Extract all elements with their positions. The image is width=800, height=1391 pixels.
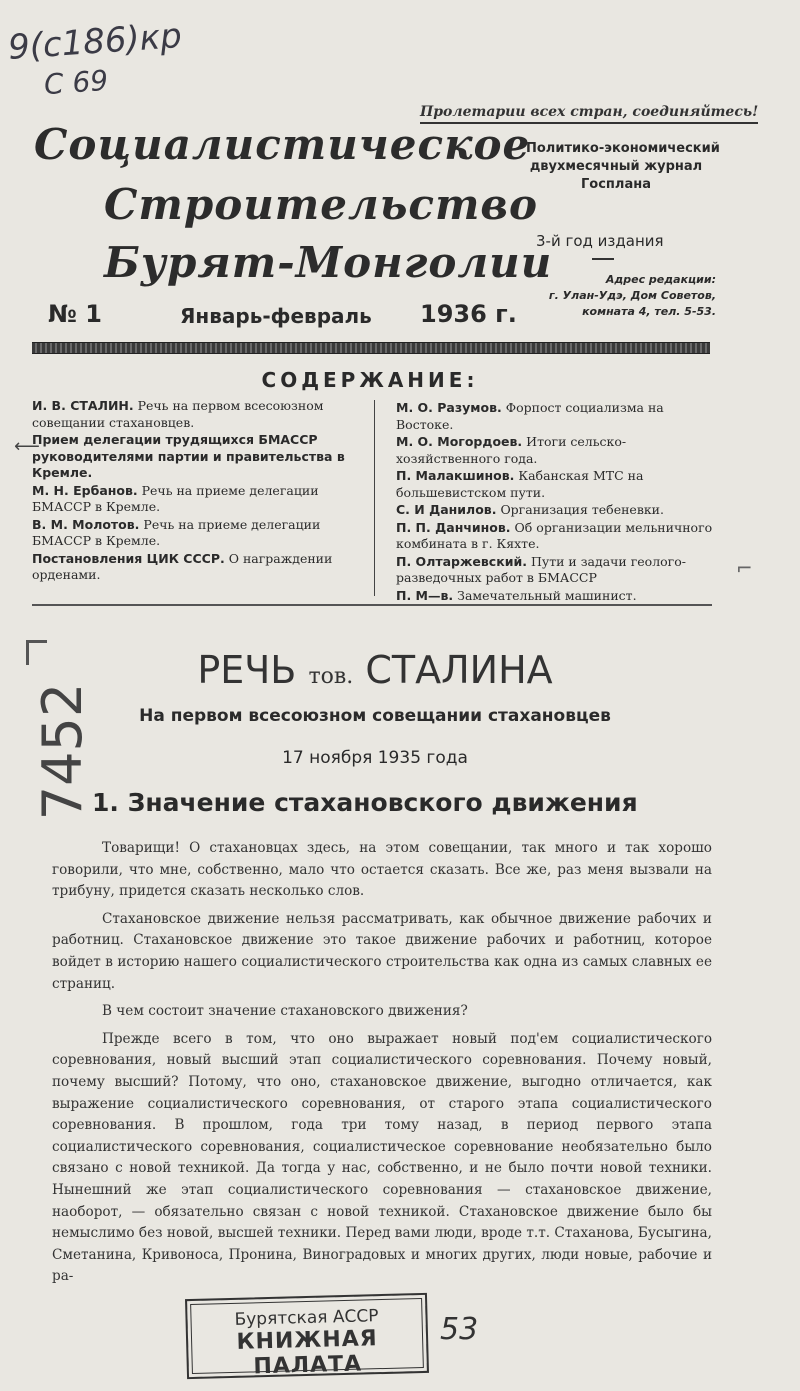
article-title-name: СТАЛИНА xyxy=(365,648,553,692)
section-title: 1. Значение стахановского движения xyxy=(92,788,638,817)
contents-title: Речь на приеме делегации БМАССР в Кремле. xyxy=(32,482,319,514)
call-number-line1: 9(с186)кр xyxy=(6,15,184,69)
year-of-publication: 3-й год издания xyxy=(536,232,664,250)
contents-author: М. О. Разумов. xyxy=(396,400,502,415)
stamp-line1: Бурятская АССР xyxy=(234,1306,379,1330)
article-body xyxy=(52,838,712,1288)
contents-item xyxy=(32,432,370,482)
contents-title: Пути и задачи геолого-разведочных работ в БМАССР xyxy=(396,553,686,585)
contents-author: П. Олтаржевский. xyxy=(396,553,527,569)
contents-item xyxy=(396,434,714,467)
library-stamp xyxy=(185,1293,429,1379)
contents-author: П. П. Данчинов. xyxy=(396,519,511,535)
article-subtitle: На первом всесоюзном совещании стахановцев xyxy=(139,706,611,726)
slogan: Пролетарии всех стран, соединяйтесь! xyxy=(420,104,758,124)
margin-mark-icon: ⌐ xyxy=(736,556,753,580)
journal-title-line2: Строительство xyxy=(104,180,539,229)
article-title-small: тов. xyxy=(308,664,354,689)
contents-title: Об организации мельничного комбината в г. Кяхте. xyxy=(396,519,713,551)
description-line1: Политико-экономический xyxy=(526,141,720,156)
paragraph: Товарищи! О стахановцах здесь, на этом совещании, так много и так хорошо говорили, что мне, собственно, мало что остается сказать. Все же, раз меня вызвали на трибуну, придется сказать несколько слов. xyxy=(52,840,712,900)
contents-heading: СОДЕРЖАНИЕ: xyxy=(261,368,479,392)
address-line1: г. Улан-Удэ, Дом Советов, xyxy=(548,289,716,302)
paragraph: Стахановское движение нельзя рассматривать, как обычное движение рабочих и работниц. Стахановское движение это такое движение рабочих и работниц, которое войдет в историю нашего социалистического строительства как одна из самых славных ее страниц. xyxy=(52,910,712,992)
page-number: 53 xyxy=(440,1312,479,1347)
contents-rule xyxy=(32,604,712,606)
stamp-line2: КНИЖНАЯ ПАЛАТА xyxy=(236,1326,378,1380)
check-mark-icon: ⟵ xyxy=(14,436,40,457)
contents-title: Речь на приеме делегации БМАССР в Кремле. xyxy=(32,516,321,548)
contents-left-column xyxy=(32,398,370,585)
article-title xyxy=(0,648,750,692)
divider xyxy=(592,258,614,260)
contents-item xyxy=(396,502,714,519)
paragraph: Прежде всего в том, что оно выражает новый под'ем социалистического соревнования, новый высший этап социалистического соревнования. Почему новый, почему высший? Потому, что оно, стахановское движение, выгодно отличается, как выражение социалистического соревнования, от старого этапа социалистического соревнования. В прошлом, года три тому назад, в период первого этапа социалистического соревнования, социалистическое соревнование необязательно было связано с новой техникой. Да тогда у нас, собственно, и не было почти новой техники. Нынешний же этап социалистического соревнования — стахановское движение, наоборот, — обязательно связан с новой техникой. Стахановское движение было бы немыслимо без новой, высшей техники. Перед вами люди, вроде т.т. Стаханова, Бусыгина, Сметанина, Кривоноса, Пронина, Виноградовых и многих других, люди новые, рабочие и ра- xyxy=(52,1030,712,1285)
address-label: Адрес редакции: xyxy=(605,273,716,286)
contents-title: Форпост социализма на Востоке. xyxy=(396,400,664,432)
contents-title: Речь на первом всесоюзном совещании стахановцев. xyxy=(32,398,324,430)
contents-author: П. Малакшинов. xyxy=(396,468,515,483)
contents-author: П. М—в. xyxy=(396,587,454,603)
contents-item xyxy=(32,551,370,584)
contents-title: Кабанская МТС на большевистском пути. xyxy=(396,468,644,500)
journal-title-line1: Социалистическое xyxy=(34,120,531,169)
contents-title: Итоги сельско-хозяйственного года. xyxy=(396,434,627,466)
issue-number: № 1 xyxy=(48,300,102,328)
contents-author: В. М. Молотов. xyxy=(32,516,140,532)
contents-title: О награждении орденами. xyxy=(32,550,333,582)
issue-months: Январь-февраль xyxy=(180,304,372,328)
contents-author: М. Н. Ербанов. xyxy=(32,482,138,498)
contents-item xyxy=(32,398,370,431)
contents-item xyxy=(396,468,714,501)
contents-item xyxy=(396,554,714,587)
article-title-main: РЕЧЬ xyxy=(197,648,297,692)
issue-year: 1936 г. xyxy=(420,300,517,328)
description-line3: Госплана xyxy=(581,177,651,192)
contents-divider xyxy=(374,400,375,596)
paragraph: В чем состоит значение стахановского движения? xyxy=(102,1003,468,1020)
contents-item xyxy=(396,520,714,553)
article-date: 17 ноября 1935 года xyxy=(282,748,468,768)
contents-item xyxy=(396,588,714,605)
contents-title: Организация тебеневки. xyxy=(500,502,664,517)
journal-description xyxy=(526,140,720,194)
contents-right-column xyxy=(396,400,714,605)
contents-author: С. И Данилов. xyxy=(396,502,497,517)
side-inventory-number: 7452 xyxy=(31,682,95,821)
journal-title-line3: Бурят-Монголии xyxy=(104,238,553,287)
header-rule xyxy=(32,342,710,354)
contents-title: Замечательный машинист. xyxy=(457,587,637,603)
address-line2: комната 4, тел. 5-53. xyxy=(582,305,716,318)
contents-author: Прием делегации трудящихся БМАССР руководителями партии и правительства в Кремле. xyxy=(32,432,345,480)
contents-item xyxy=(32,517,370,550)
description-line2: двухмесячный журнал xyxy=(529,159,703,174)
contents-item xyxy=(32,483,370,516)
contents-item xyxy=(396,400,714,433)
editorial-address xyxy=(506,272,716,320)
call-number-line2: С 69 xyxy=(42,63,110,102)
contents-author: И. В. СТАЛИН. xyxy=(32,398,134,413)
contents-author: Постановления ЦИК СССР. xyxy=(32,550,225,566)
contents-author: М. О. Могордоев. xyxy=(396,434,523,449)
